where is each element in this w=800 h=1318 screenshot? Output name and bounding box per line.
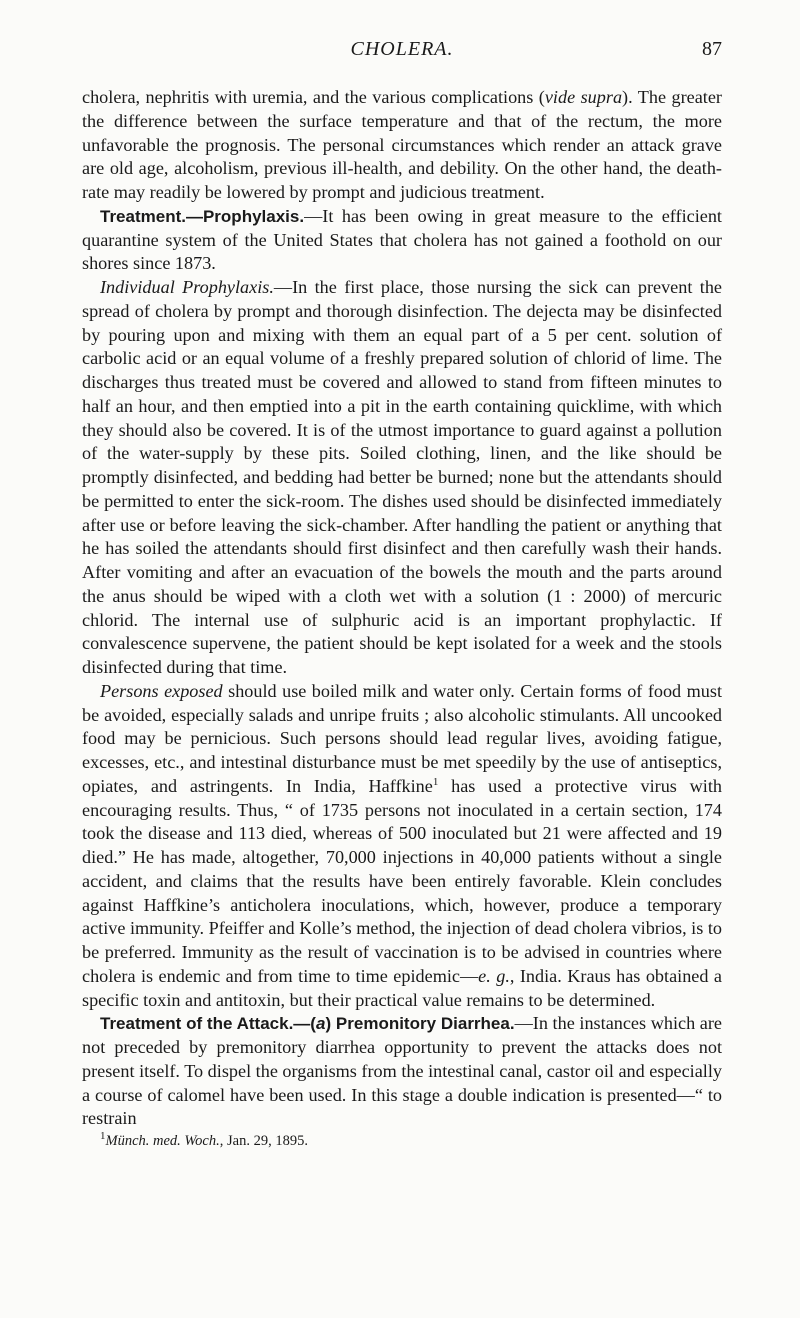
paragraph-persons-exposed [82,680,722,1013]
section-heading: ) Premonitory Diarrhea. [325,1014,515,1034]
footnote [82,1131,722,1151]
text-run: should use boiled milk and water only. Certain forms of food must be avoided, especially salads and unripe fruits ; also alcoholic stimulants. All uncooked food may be pernicious. Such persons should lead regular lives, avoiding fatigue, excesses, etc., and intestinal disturbance must be met speedily by the use of antiseptics, opiates, and astringents. In India, Haffkine [82,680,722,796]
footnote-marker: 1 [100,1130,106,1143]
section-heading: Treatment.—Prophylaxis. [100,206,305,226]
text-run: ). The greater the difference between the surface temperature and that of the rectum, the more unfavorable the prognosis. The personal circumstances which render an attack grave are old age, alcoholism, previous ill-health, and debility. On the other hand, the death-rate may readily be lowered by prompt and judicious treatment. [82,87,722,202]
text-run: cholera, nephritis with uremia, and the various complications ( [82,87,545,107]
footnote-marker: 1 [432,775,439,788]
paragraph-treatment-of-attack [82,1012,722,1131]
section-heading-letter: a [315,1014,326,1034]
section-heading: Treatment of the Attack.—( [100,1014,316,1034]
italic-text: e. g. [478,965,510,986]
text-run: —In the first place, those nursing the sick can prevent the spread of cholera by prompt and thorough disinfection. The dejecta may be disinfected by pouring upon and mixing with them an equal part of a 5 per cent. solution of carbolic acid or an equal volume of a freshly prepared solution of chlorid of lime. The discharges thus treated must be covered and allowed to stand from fifteen minutes to half an hour, and then emptied into a pit in the earth containing quicklime, with which they should also be covered. It is of the utmost importance to guard against a pollution of the water-supply by these pits. Soiled clothing, linen, and the like should be promptly disinfected, and bedding had better be burned; none but the attendants should be permitted to enter the sick-room. The dishes used should be disinfected immediately after use or before leaving the sick-chamber. After handling the patient or anything that he has soiled the attendants should first disinfect and then carefully wash their hands. After vomiting and after an evacuation of the bowels the mouth and the parts around the anus should be wiped with a cloth wet with a solution (1 : 2000) of mercuric chlorid. The internal use of sulphuric acid is an important prophylactic. If convalescence supervene, the patient should be kept isolated for a week and the stools disinfected during that time. [82,277,722,677]
paragraph-individual-prophylaxis [82,276,722,680]
page-number: 87 [702,38,722,60]
text-run: —It has been owing in great measure to the efficient quarantine system of the United States that cholera has not gained a foothold on our shores since 1873. [82,205,722,274]
italic-heading: Persons exposed [100,680,223,701]
body-text [82,86,722,1151]
paragraph-treatment-prophylaxis [82,205,722,276]
text-run: —In the instances which are not preceded by premonitory diarrhea opportunity to prevent the attacks does not present itself. To dispel the organisms from the intestinal canal, castor oil and especially a course of calomel have been used. In this stage a double indication is presented—“ to restrain [82,1013,723,1129]
text-run: has used a protective virus with encouraging results. Thus, “ of 1735 persons not inoculated in a certain section, 174 took the disease and 113 died, whereas of 500 inoculated but 21 were affected and 19 died.” He has made, altogether, 70,000 injections in 40,000 patients without a single accident, and claims that the results have been entirely favorable. Klein concludes against Haffkine’s anticholera inoculations, which, however, produce a temporary active immunity. Pfeiffer and Kolle’s method, the injection of dead cholera vibrios, is to be preferred. Immunity as the result of vaccination is to be advised in countries where cholera is endemic and from time to time epidemic— [82,775,722,986]
page-header [82,38,722,64]
italic-heading: Individual Prophylaxis. [100,277,274,297]
footnote-source: Münch. med. Woch. [105,1133,220,1149]
footnote-date: , Jan. 29, 1895. [219,1133,308,1149]
italic-text: vide supra [544,87,623,107]
running-head: CHOLERA. [350,38,454,60]
paragraph-prognosis [82,86,722,205]
text-run: , India. Kraus has obtained a specific toxin and antitoxin, but their practical value remains to be determined. [82,965,722,1010]
